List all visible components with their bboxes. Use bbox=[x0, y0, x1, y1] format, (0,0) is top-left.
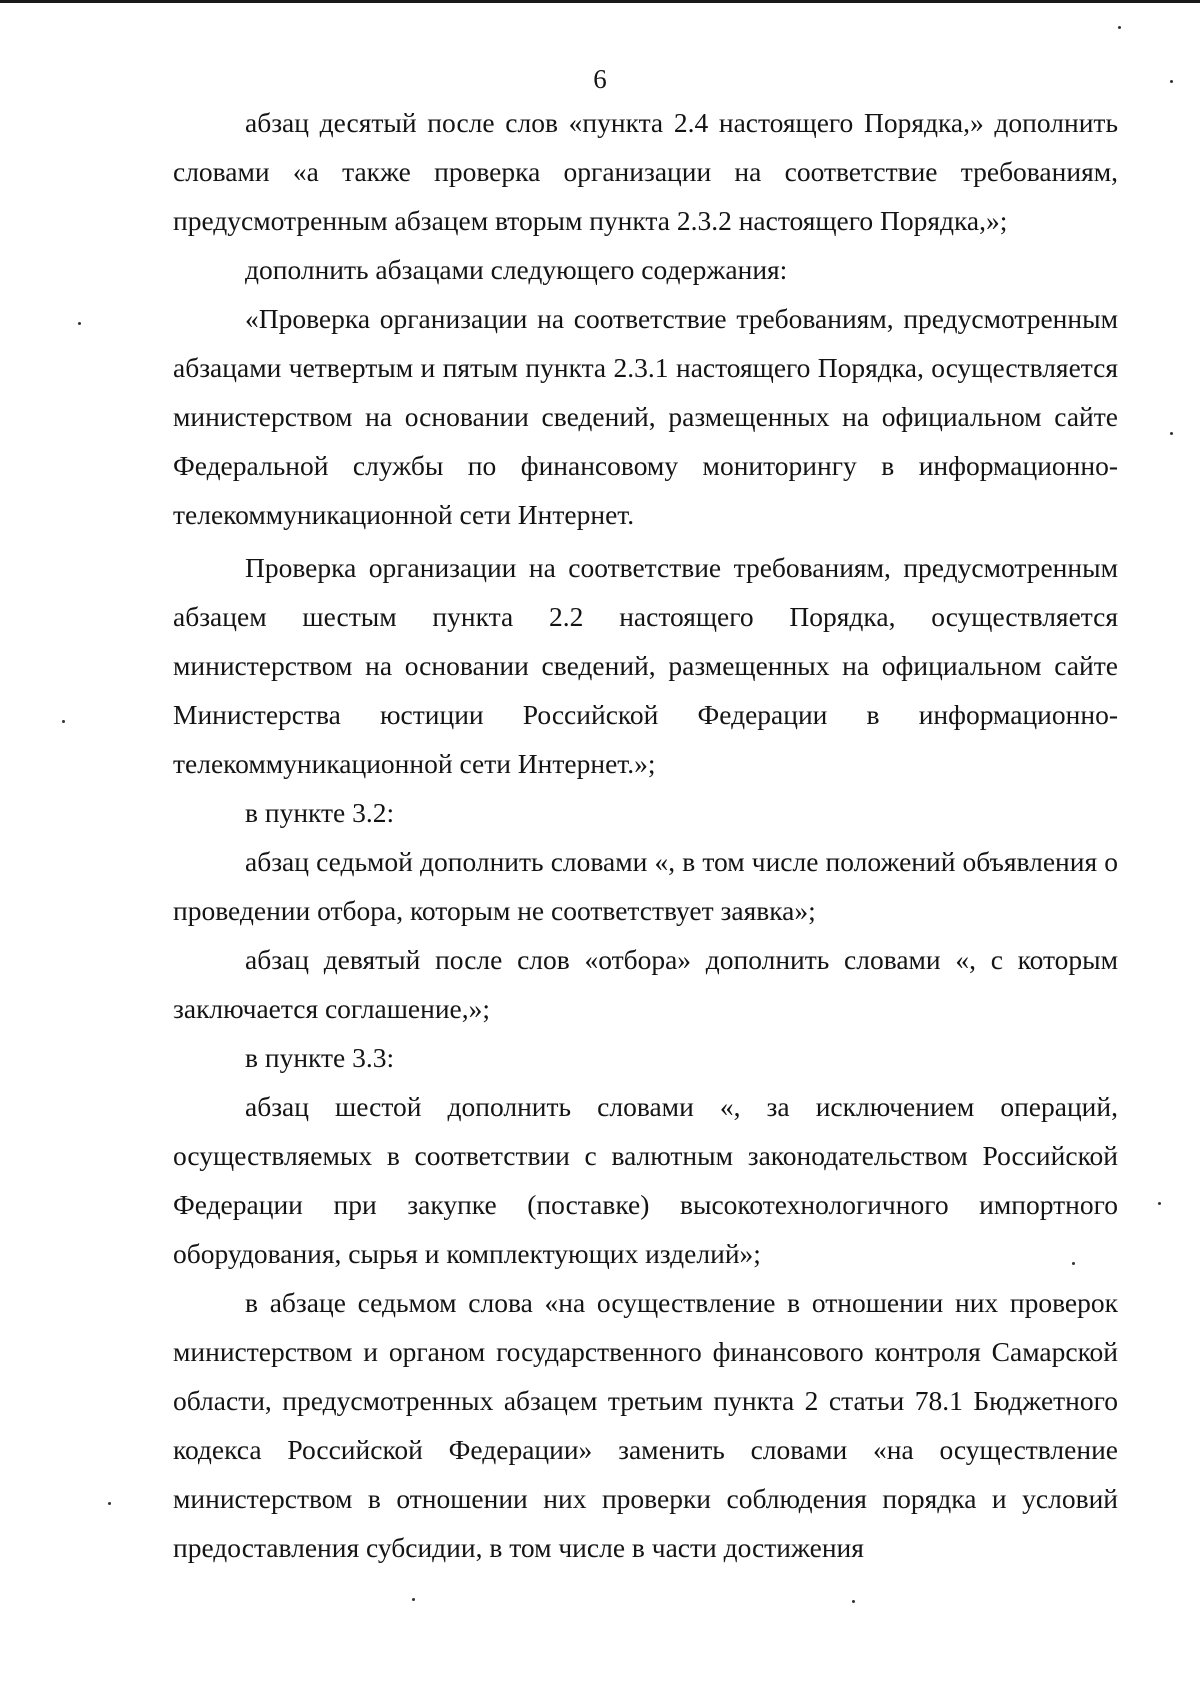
document-body bbox=[173, 98, 1118, 1572]
paragraph-7: абзац девятый после слов «отбора» дополнить словами «, с которым заключается соглашение,»; bbox=[173, 944, 1118, 1024]
paragraph-8: в пункте 3.3: bbox=[245, 1042, 395, 1073]
scan-speck bbox=[1170, 80, 1173, 83]
scan-speck bbox=[78, 322, 81, 325]
page-number: 6 bbox=[593, 64, 607, 94]
scan-speck bbox=[1158, 1202, 1161, 1205]
paragraph-9: абзац шестой дополнить словами «, за исключением операций, осуществляемых в соответствии с валютным законодательством Российской Федерации при закупке (поставке) высокотехнологичного импортного оборудования, сырья и комплектующих изделий»; bbox=[173, 1091, 1118, 1269]
paragraph-4: Проверка организации на соответствие требованиям, предусмотренным абзацем шестым пункта 2.2 настоящего Порядка, осуществляется министерством на основании сведений, размещенных на официальном сайте Министерства юстиции Российской Федерации в информационно-телекоммуникационной сети Интернет.»; bbox=[173, 552, 1118, 779]
scan-speck bbox=[852, 1600, 855, 1603]
scan-speck bbox=[1170, 432, 1173, 435]
paragraph-3: «Проверка организации на соответствие требованиям, предусмотренным абзацами четвертым и пятым пункта 2.3.1 настоящего Порядка, осуществляется министерством на основании сведений, размещенных на официальном сайте Федеральной службы по финансовому мониторингу в информационно-телекоммуникационной сети Интернет. bbox=[173, 303, 1118, 530]
paragraph-10: в абзаце седьмом слова «на осуществление в отношении них проверок министерством и органом государственного финансового контроля Самарской области, предусмотренных абзацем третьим пункта 2 статьи 78.1 Бюджетного кодекса Российской Федерации» заменить словами «на осуществление министерством в отношении них проверки соблюдения порядка и условий предоставления субсидии, в том числе в части достижения bbox=[173, 1287, 1118, 1563]
scan-speck bbox=[108, 1502, 111, 1505]
paragraph-5: в пункте 3.2: bbox=[245, 797, 395, 828]
scan-speck bbox=[1072, 1262, 1075, 1265]
paragraph-2: дополнить абзацами следующего содержания: bbox=[245, 254, 788, 285]
scan-speck bbox=[412, 1598, 415, 1601]
paragraph-6: абзац седьмой дополнить словами «, в том числе положений объявления о проведении отбора, которым не соответствует заявка»; bbox=[173, 846, 1118, 926]
scan-speck bbox=[62, 720, 65, 723]
scan-speck bbox=[1118, 26, 1121, 29]
scan-top-border bbox=[0, 0, 1200, 3]
paragraph-1: абзац десятый после слов «пункта 2.4 настоящего Порядка,» дополнить словами «а также проверка организации на соответствие требованиям, предусмотренным абзацем вторым пункта 2.3.2 настоящего Порядка,»; bbox=[173, 107, 1118, 236]
